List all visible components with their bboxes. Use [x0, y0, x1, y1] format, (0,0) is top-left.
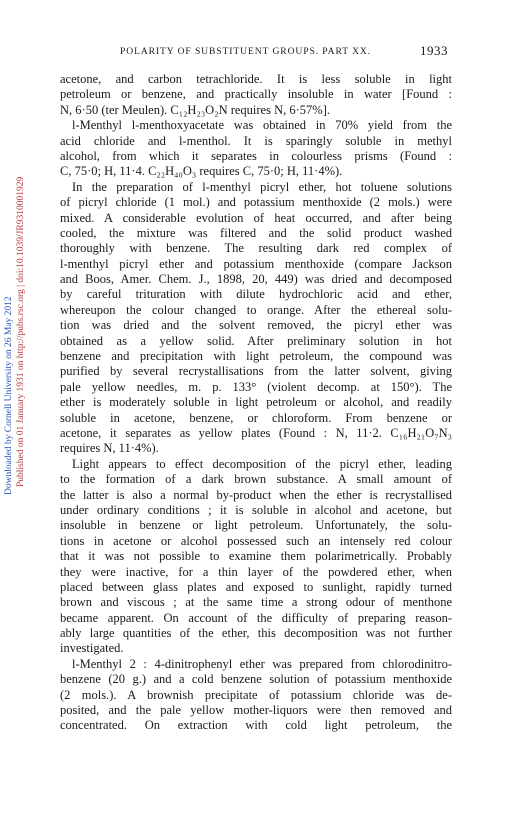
text-line: by careful trituration with dilute hydrochloric acid and ether,: [60, 287, 452, 302]
text-line: alcohol, from which it separates in colourless prisms (Found :: [60, 148, 452, 163]
page-number: 1933: [420, 43, 448, 58]
doi-link[interactable]: Published on 01 January 1931 on http://pubs.rsc.org | doi:10.1039/JR9310001929: [16, 176, 26, 487]
text-line: pale yellow needles, m. p. 133° (violent decomp. at 150°). The: [60, 379, 452, 394]
text-line: ether is moderately soluble in light petroleum or alcohol, and readily: [60, 395, 452, 410]
text-line: requires N, 11·4%).: [60, 441, 159, 456]
text-line: that it was not possible to examine them polarimetrically. Probably: [60, 549, 452, 564]
running-title: POLARITY OF SUBSTITUENT GROUPS. PART XX.: [120, 46, 372, 57]
text-line: thoroughly with benzene. The resulting dark red complex of: [60, 241, 452, 256]
text-line: benzene and precipitation with light petroleum, the compound was: [60, 349, 452, 364]
text-line: brown and viscous ; at the same time a strong odour of menthone: [60, 595, 452, 610]
text-line: the latter is also a normal by-product when the ether is recrystallised: [60, 487, 452, 502]
text-line: cooled, the mixture was filtered and the solid product washed: [60, 225, 452, 240]
text-line: posited, and the pale yellow mother-liquors were then removed and: [60, 703, 452, 718]
text-line: l-Menthyl l-menthoxyacetate was obtained in 70% yield from the: [72, 118, 452, 133]
text-line: of picryl chloride (1 mol.) and potassium menthoxide (2 mols.) were: [60, 195, 452, 210]
text-line: (2 mols.). A brownish precipitate of potassium chloride was de-: [60, 687, 452, 702]
text-line: obtained as a yellow solid. After preliminary solution in hot: [60, 333, 452, 348]
text-line: they were inactive, for a thin layer of the powdered ether, when: [60, 564, 452, 579]
text-line: soluble in acetone, benzene, or chloroform. From benzene or: [60, 410, 452, 425]
text-line: tions in acetone or alcohol possessed such an intensely red colour: [60, 533, 452, 548]
text-line: mixed. A considerable evolution of heat occurred, and after being: [60, 210, 452, 225]
text-line: insoluble in benzene or light petroleum. Unfortunately, the solu-: [60, 518, 452, 533]
text-line: Light appears to effect decomposition of the picryl ether, leading: [72, 456, 452, 471]
text-line: l-menthyl picryl ether and potassium menthoxide (compare Jackson: [60, 256, 452, 271]
download-notice: Downloaded by Cornell University on 26 May 2012: [4, 296, 14, 495]
text-line: N, 6·50 (ter Meulen). C₁₂H₂₃O₂N requires N, 6·57%].: [60, 102, 330, 117]
article-body: [60, 72, 452, 734]
text-line: ably large quantities of the ether, this decomposition was not further: [60, 626, 452, 641]
text-line: concentrated. On extraction with cold light petroleum, the: [60, 718, 452, 733]
text-line: acid chloride and l-menthol. It is sparingly soluble in methyl: [60, 133, 452, 148]
text-line: acetone, and carbon tetrachloride. It is less soluble in light: [60, 72, 452, 86]
text-line: purified by several recrystallisations from the latter solvent, giving: [60, 364, 452, 379]
text-line: placed between glass plates and exposed to sunlight, rapidly turned: [60, 579, 452, 594]
text-line: benzene (20 g.) and a cold benzene solution of potassium menthoxide: [60, 672, 452, 687]
running-header: [60, 44, 448, 60]
text-line: became apparent. On account of the difficulty of preparing reason-: [60, 610, 452, 625]
text-line: to the formation of a dark brown substance. A small amount of: [60, 472, 452, 487]
text-line: l-Menthyl 2 : 4-dinitrophenyl ether was prepared from chlorodinitro-: [72, 656, 452, 671]
text-line: under ordinary conditions ; it is soluble in alcohol and acetone, but: [60, 502, 452, 517]
text-line: whereupon the colour changed to orange. After the ethereal solu-: [60, 302, 452, 317]
text-line: and Boos, Amer. Chem. J., 1898, 20, 449) was dried and decomposed: [60, 272, 452, 287]
text-line: In the preparation of l-menthyl picryl ether, hot toluene solutions: [72, 179, 452, 194]
text-line: acetone, it separates as yellow plates (Found : N, 11·2. C₁₆H₂₁O₇N₃: [60, 425, 452, 440]
text-line: petroleum or benzene, and practically insoluble in water [Found :: [60, 87, 452, 102]
text-line: tion was dried and the solvent removed, the picryl ether was: [60, 318, 452, 333]
text-line: C, 75·0; H, 11·4. C₂₂H₄₀O₃ requires C, 75·0; H, 11·4%).: [60, 164, 343, 179]
side-watermark: [0, 0, 26, 500]
text-line: investigated.: [60, 641, 124, 656]
